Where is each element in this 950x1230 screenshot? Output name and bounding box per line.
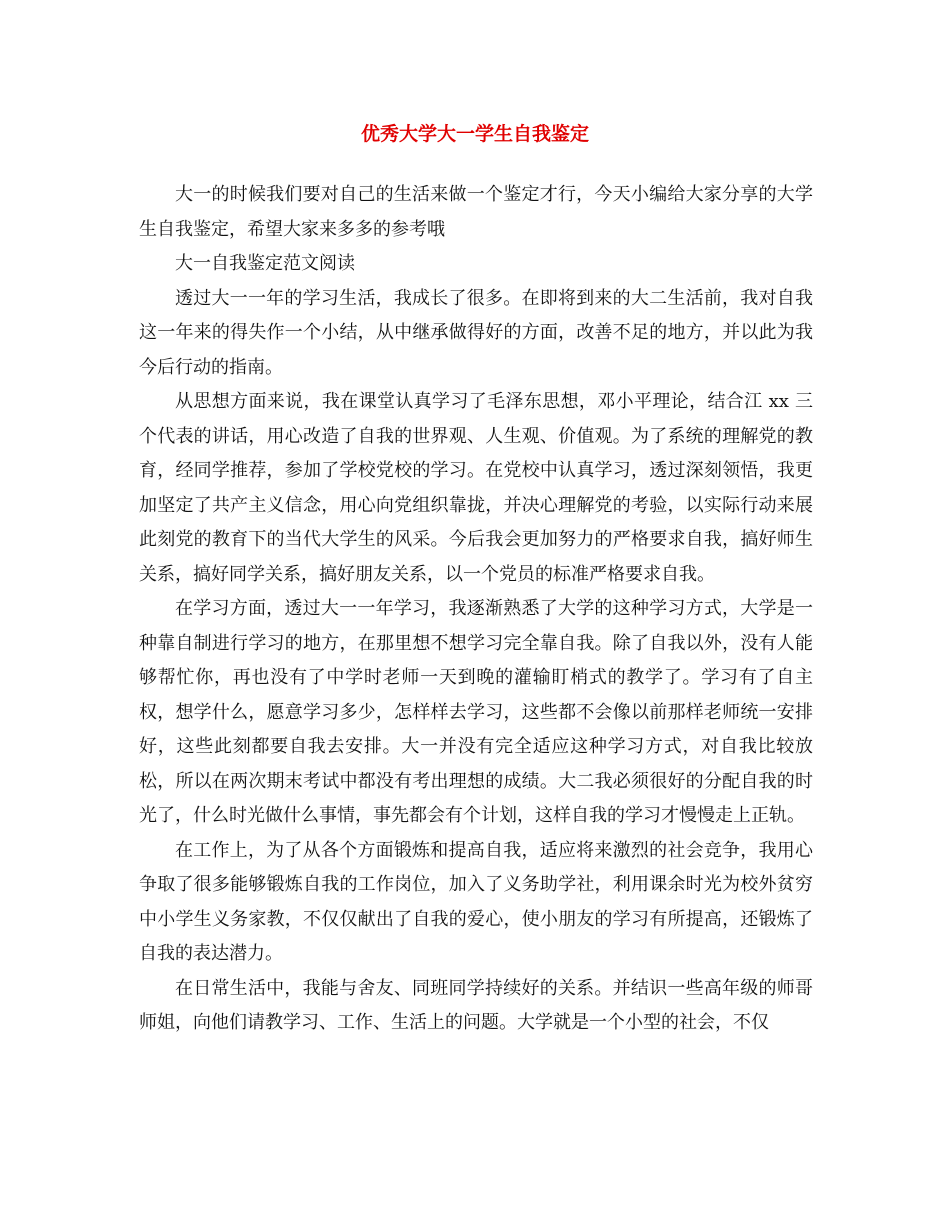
paragraph-ideology: 从思想方面来说，我在课堂认真学习了毛泽东思想，邓小平理论，结合江 xx 三个代表的讲话，用心改造了自我的世界观、人生观、价值观。为了系统的理解党的教育，经同学推荐，参加了学校党校的学习。在党校中认真学习，透过深刻领悟，我更加坚定了共产主义信念，用心向党组织靠拢，并决心理解党的考验，以实际行动来展此刻党的教育下的当代大学生的风采。今后我会更加努力的严格要求自我，搞好师生关系，搞好同学关系，搞好朋友关系，以一个党员的标准严格要求自我。: [139, 391, 813, 585]
paragraph-intro: 大一的时候我们要对自己的生活来做一个鉴定才行，今天小编给大家分享的大学生自我鉴定，希望大家来多多的参考哦: [139, 184, 813, 240]
paragraph-daily-life: 在日常生活中，我能与舍友、同班同学持续好的关系。并结识一些高年级的师哥师姐，向他们请教学习、工作、生活上的问题。大学就是一个小型的社会，不仅: [139, 977, 813, 1033]
paragraph-work: 在工作上，为了从各个方面锻炼和提高自我，适应将来激烈的社会竞争，我用心争取了很多能够锻炼自我的工作岗位，加入了义务助学社，利用课余时光为校外贫穷中小学生义务家教，不仅仅献出了自我的爱心，使小朋友的学习有所提高，还锻炼了自我的表达潜力。: [139, 839, 813, 964]
document-body: [139, 178, 813, 1041]
paragraph-study: 在学习方面，透过大一一年学习，我逐渐熟悉了大学的这种学习方式，大学是一种靠自制进行学习的地方，在那里想不想学习完全靠自我。除了自我以外，没有人能够帮忙你，再也没有了中学时老师一天到晚的灌输盯梢式的教学了。学习有了自主权，想学什么，愿意学习多少，怎样样去学习，这些都不会像以前那样老师统一安排好，这些此刻都要自我去安排。大一并没有完全适应这种学习方式，对自我比较放松，所以在两次期末考试中都没有考出理想的成绩。大二我必须很好的分配自我的时光了，什么时光做什么事情，事先都会有个计划，这样自我的学习才慢慢走上正轨。: [139, 598, 813, 826]
paragraph-summary: 透过大一一年的学习生活，我成长了很多。在即将到来的大二生活前，我对自我这一年来的得失作一个小结，从中继承做得好的方面，改善不足的地方，并以此为我今后行动的指南。: [139, 287, 813, 378]
document-title: 优秀大学大一学生自我鉴定: [360, 123, 589, 145]
paragraph-subheading: 大一自我鉴定范文阅读: [175, 253, 355, 274]
